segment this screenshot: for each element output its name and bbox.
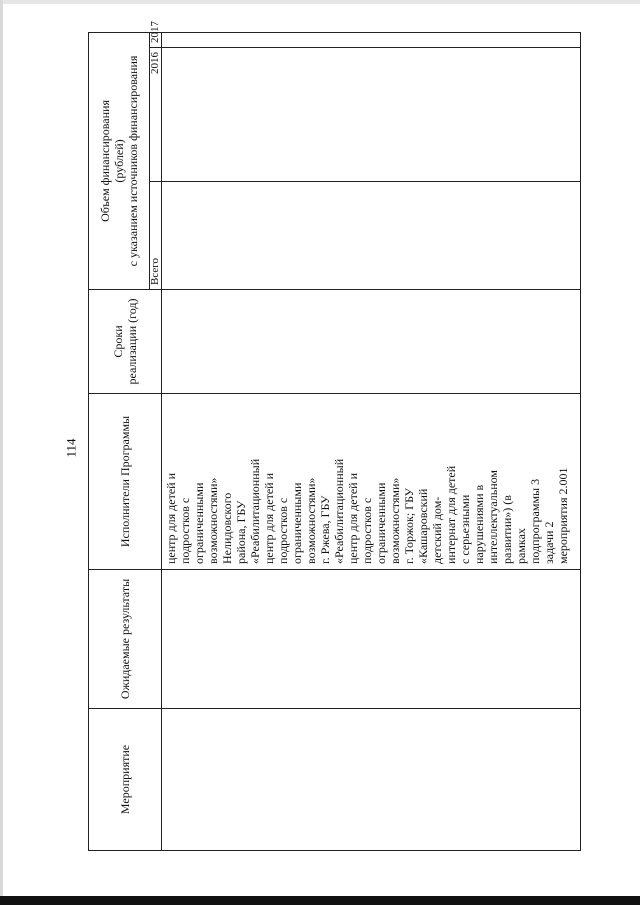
executor-line: центр для детей и <box>346 472 360 564</box>
scan-edge-left <box>0 0 3 905</box>
executor-line: ограниченными <box>192 482 206 564</box>
cell-total <box>162 181 581 289</box>
executor-line: «Кашаровский <box>416 488 430 564</box>
executor-line: нарушениями в <box>472 484 486 564</box>
header-2017: 2017 <box>150 32 162 47</box>
executor-line: задачи 2 <box>542 521 556 564</box>
executor-line: подростков с <box>276 497 290 564</box>
header-2016: 2016 <box>150 47 162 181</box>
executor-line: развитии») (в <box>500 495 514 564</box>
scan-edge-bottom <box>0 896 640 905</box>
executor-line: Нелидовского <box>220 492 234 564</box>
executor-line: с серьезными <box>458 494 472 564</box>
executor-line: центр для детей и <box>262 472 276 564</box>
header-measure: Мероприятие <box>89 709 162 851</box>
header-funding-line3: с указанием источников финансирования <box>126 55 140 267</box>
cell-2016 <box>162 47 581 181</box>
program-table <box>88 20 581 851</box>
cell-2017 <box>162 32 581 47</box>
header-funding-line2: (рублей) <box>112 139 126 183</box>
executor-line: интеллектуальном <box>486 470 500 564</box>
executor-line: рамках <box>514 528 528 564</box>
header-results: Ожидаемые результаты <box>89 570 162 709</box>
executor-line: возможностями» <box>304 477 318 564</box>
executor-line: подростков с <box>178 497 192 564</box>
header-terms: Сроки реализации (год) <box>89 289 162 393</box>
cell-terms <box>162 289 581 393</box>
executor-line: «Реабилитационный <box>248 458 262 564</box>
executor-line: «Реабилитационный <box>332 458 346 564</box>
executor-line: центр для детей и <box>164 472 178 564</box>
executor-line: подростков с <box>360 497 374 564</box>
executor-line: г. Ржева, ГБУ <box>318 495 332 564</box>
rotated-table-wrapper <box>88 20 584 851</box>
cell-results <box>162 570 581 709</box>
header-funding-line1: Объем финансирования <box>98 100 112 222</box>
executor-line: детский дом- <box>430 496 444 564</box>
executor-line: г. Торжок; ГБУ <box>402 487 416 564</box>
header-executors: Исполнители Программы <box>89 393 162 569</box>
executor-line: подпрограммы 3 <box>528 478 542 564</box>
executor-line: возможностями» <box>388 477 402 564</box>
executor-line: интернат для детей <box>444 465 458 564</box>
executor-line: района, ГБУ <box>234 500 248 564</box>
page-number: 114 <box>64 438 79 458</box>
executor-line: мероприятия 2.001 <box>556 467 570 564</box>
header-total: Всего <box>150 181 162 289</box>
cell-executors <box>162 393 581 569</box>
scan-edge-top <box>0 0 640 4</box>
executor-line: возможностями» <box>206 477 220 564</box>
executor-line: ограниченными <box>374 482 388 564</box>
executor-line: ограниченными <box>290 482 304 564</box>
header-funding <box>89 32 150 289</box>
cell-measure <box>162 709 581 851</box>
